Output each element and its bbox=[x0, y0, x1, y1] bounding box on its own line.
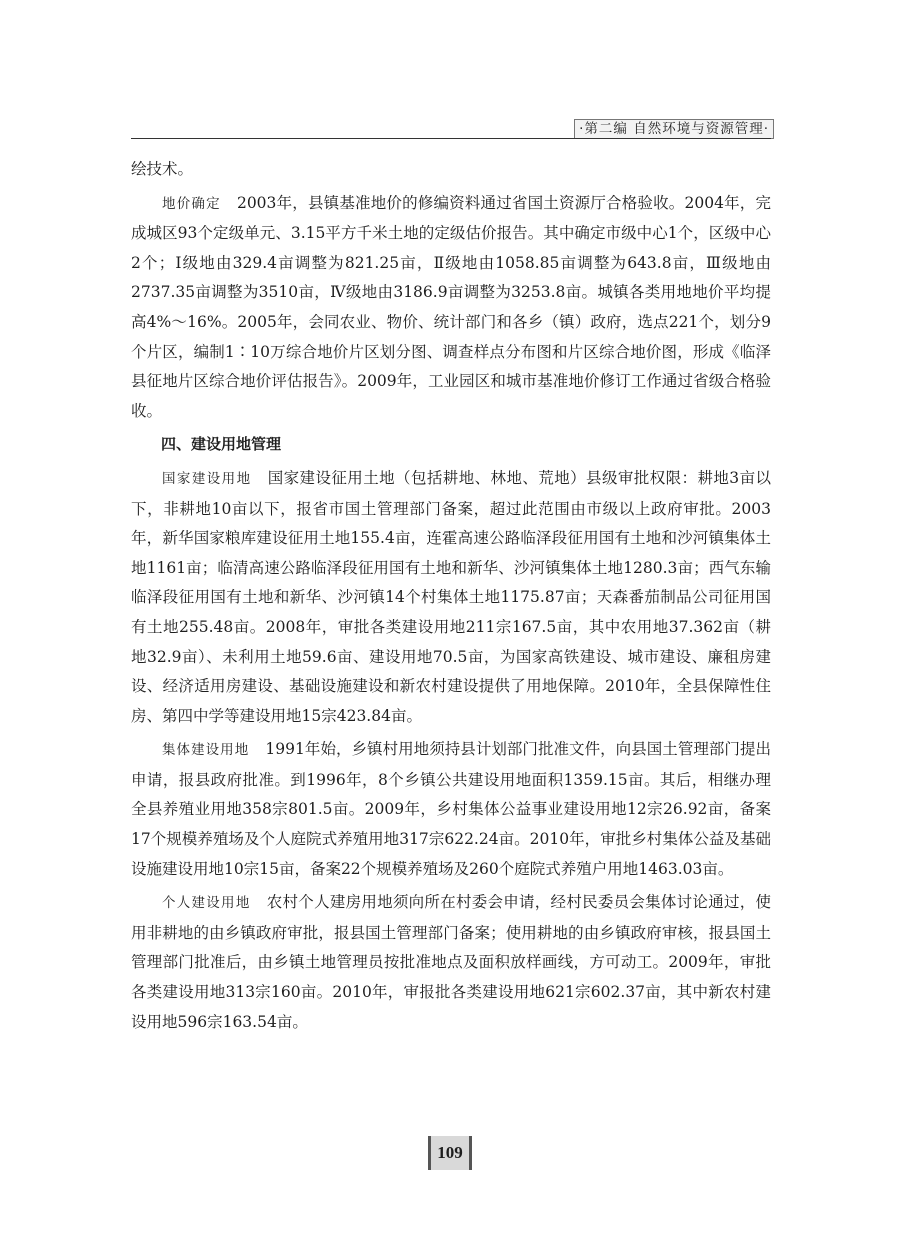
text-collective-land: 1991年始，乡镇村用地须持县计划部门批准文件，向县国土管理部门提出申请，报县政府批准。到1996年，8个乡镇公共建设用地面积1359.15亩。其后，相继办理全县养殖业用地358宗801.5亩。2009年，乡村集体公益事业建设用地12宗26.92亩，备案17个规模养殖场及个人庭院式养殖用地317宗622.24亩。2010年，审批乡村集体公益及基础设施建设用地10宗15亩，备案22个规模养殖场及260个庭院式养殖户用地1463.03亩。 bbox=[131, 740, 772, 878]
text-land-price: 2003年，县镇基准地价的修编资料通过省国土资源厅合格验收。2004年，完成城区93个定级单元、3.15平方千米土地的定级估价报告。其中确定市级中心1个，区级中心2个；Ⅰ级地由329.4亩调整为821.25亩，Ⅱ级地由1058.85亩调整为643.8亩，Ⅲ级地由2737.35亩调整为3510亩，Ⅳ级地由3186.9亩调整为3253.8亩。城镇各类用地地价平均提高4%～16%。2005年，会同农业、物价、统计部门和各乡（镇）政府，选点221个，划分9个片区，编制1∶10万综合地价片区划分图、调查样点分布图和片区综合地价图，形成《临泽县征地片区综合地价评估报告》。2009年，工业园区和城市基准地价修订工作通过省级合格验收。 bbox=[131, 193, 772, 420]
paragraph-collective-land bbox=[131, 735, 771, 884]
paragraph-land-price bbox=[131, 189, 771, 427]
subtitle-national-land: 国家建设用地 bbox=[162, 470, 252, 487]
page-body bbox=[131, 155, 771, 1037]
paragraph-national-land bbox=[131, 464, 771, 731]
running-header: ·第二编 自然环境与资源管理· bbox=[574, 119, 774, 139]
subtitle-land-price: 地价确定 bbox=[162, 195, 221, 212]
header-rule bbox=[131, 138, 771, 139]
paragraph-continuation: 绘技术。 bbox=[131, 160, 194, 178]
text-national-land: 国家建设征用土地（包括耕地、林地、荒地）县级审批权限：耕地3亩以下，非耕地10亩以下，报省市国土管理部门备案，超过此范围由市级以上政府审批。2003年，新华国家粮库建设征用土地155.4亩，连霍高速公路临泽段征用国有土地和沙河镇集体土地1161亩；临清高速公路临泽段征用国有土地和新华、沙河镇集体土地1280.3亩；西气东输临泽段征用国有土地和新华、沙河镇14个村集体土地1175.87亩；天森番茄制品公司征用国有土地255.48亩。2008年，审批各类建设用地211宗167.5亩，其中农用地37.362亩（耕地32.9亩）、未利用土地59.6亩、建设用地70.5亩，为国家高铁建设、城市建设、廉租房建设、经济适用房建设、基础设施建设和新农村建设提供了用地保障。2010年，全县保障性住房、第四中学等建设用地15宗423.84亩。 bbox=[131, 468, 772, 725]
paragraph-personal-land bbox=[131, 888, 771, 1037]
page-number: 109 bbox=[428, 1136, 472, 1170]
text-personal-land: 农村个人建房用地须向所在村委会申请，经村民委员会集体讨论通过，使用非耕地的由乡镇政府审批，报县国土管理部门备案；使用耕地的由乡镇政府审核，报县国土管理部门批准后，由乡镇土地管理员按批准地点及面积放样画线，方可动工。2009年，审批各类建设用地313宗160亩。2010年，审报批各类建设用地621宗602.37亩，其中新农村建设用地596宗163.54亩。 bbox=[131, 893, 771, 1031]
subtitle-personal-land: 个人建设用地 bbox=[162, 895, 251, 912]
subtitle-collective-land: 集体建设用地 bbox=[162, 742, 250, 759]
section-heading: 四、建设用地管理 bbox=[161, 435, 282, 454]
